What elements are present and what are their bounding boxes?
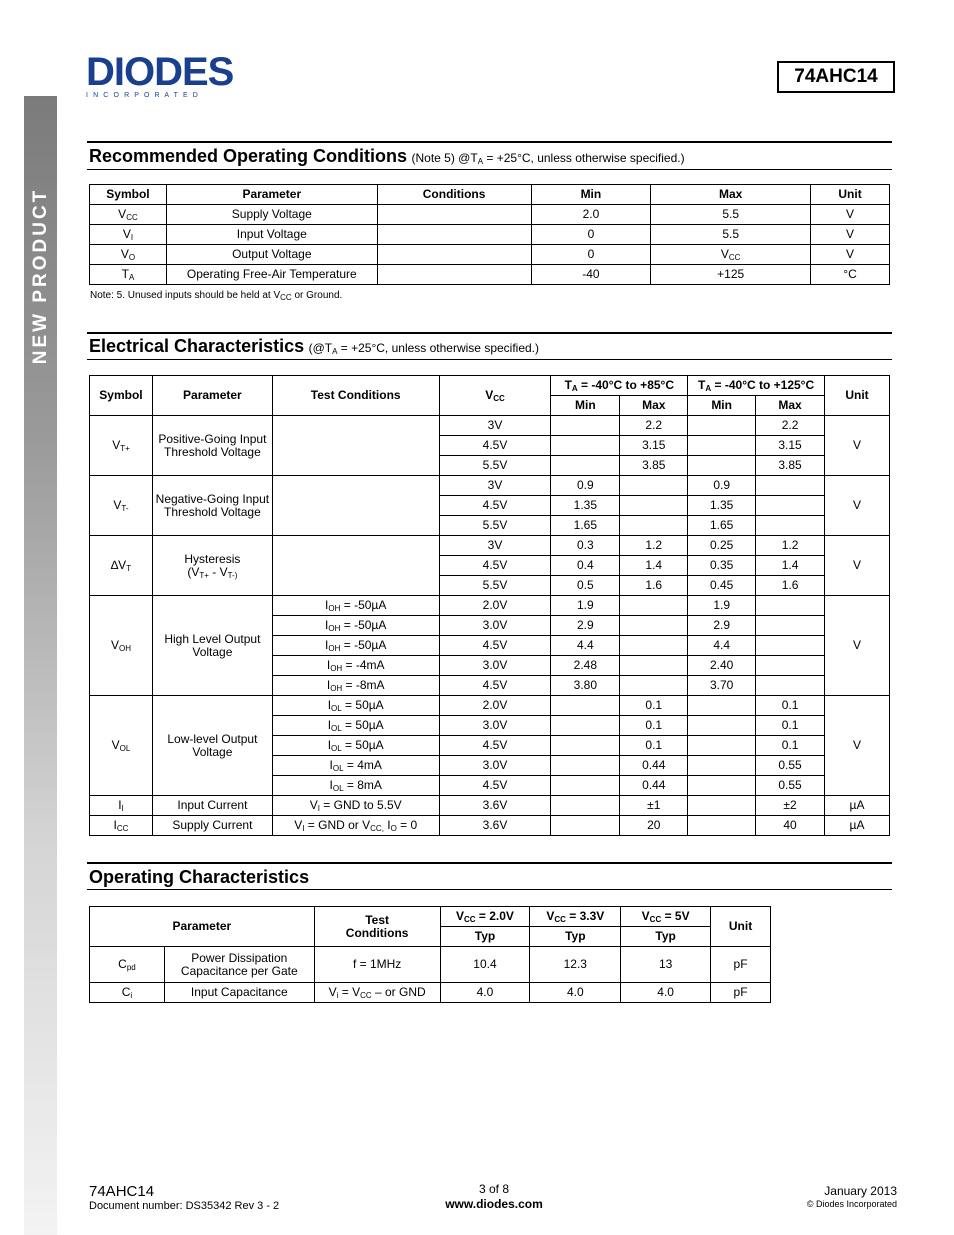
oc-symbol-cell: $C_{pd}$ — [90, 947, 165, 983]
ec-unit-cell: V — [825, 696, 890, 796]
ec-min1-cell: 1.9 — [551, 596, 620, 616]
ec-test-cell: $I_{OH} = -50\mu A$ — [272, 636, 439, 656]
ec-min2-cell: 4.4 — [688, 636, 756, 656]
ec-vcc-cell: 3V — [439, 416, 551, 436]
ec-section-title: Electrical Characteristics ($@T_A = +25^\circ C$, unless otherwise specified.) — [89, 336, 540, 356]
ec-min1-cell — [551, 776, 620, 796]
ec-max2-cell: 0.55 — [756, 756, 825, 776]
ec-min1-cell — [551, 696, 620, 716]
ec-parameter-cell: Input Current — [152, 796, 272, 816]
roc-min-cell: 0 — [531, 245, 651, 265]
ec-max2-cell: ±2 — [756, 796, 825, 816]
ec-parameter-cell: Low-level Output Voltage — [152, 696, 272, 796]
ec-symbol-cell: $V_{OH}$ — [90, 596, 153, 696]
oc-symbol-cell: $C_i$ — [90, 983, 165, 1003]
ec-h-symbol: Symbol — [90, 376, 153, 416]
oc-h-typ3: Typ — [621, 927, 711, 947]
ec-max1-cell: 20 — [620, 816, 688, 836]
roc-unit-cell: V — [811, 205, 890, 225]
oc-h-vcc3: $V_{CC} = 5V$ — [621, 907, 711, 927]
ec-vcc-cell: 4.5V — [439, 776, 551, 796]
logo-wordmark: DIODES — [86, 52, 234, 94]
ec-parameter-cell: Supply Current — [152, 816, 272, 836]
ec-min2-cell — [688, 736, 756, 756]
ec-min1-cell: 0.3 — [551, 536, 620, 556]
ec-max1-cell: 1.4 — [620, 556, 688, 576]
oc-v2-cell: 12.3 — [530, 947, 621, 983]
ec-row — [90, 536, 890, 556]
ec-min1-cell: 3.80 — [551, 676, 620, 696]
roc-row — [90, 245, 890, 265]
oc-parameter-cell: Power Dissipation Capacitance per Gate — [164, 947, 314, 983]
ec-test-cell: $V_I$ = GND to 5.5V — [272, 796, 439, 816]
roc-symbol-cell: $T_A$ — [90, 265, 167, 285]
ec-min1-cell: 0.9 — [551, 476, 620, 496]
roc-max-cell: 5.5 — [651, 225, 811, 245]
footer-url[interactable]: www.diodes.com — [445, 1197, 543, 1211]
ec-max2-cell: 1.2 — [756, 536, 825, 556]
ec-vcc-cell: 4.5V — [439, 676, 551, 696]
ec-row — [90, 476, 890, 496]
ec-max1-cell: 0.1 — [620, 736, 688, 756]
roc-symbol-cell: $V_{CC}$ — [90, 205, 167, 225]
roc-symbol-cell: $V_I$ — [90, 225, 167, 245]
ec-symbol-cell: $I_I$ — [90, 796, 153, 816]
logo-subtext: I N C O R P O R A T E D — [86, 92, 200, 98]
roc-min-cell: 0 — [531, 225, 651, 245]
roc-note: Note: 5. Unused inputs should be held at $V_{CC}$ or Ground. — [90, 290, 343, 302]
ec-test-cell: $V_I$ = GND or $V_{CC,}$ $I_O = 0$ — [272, 816, 439, 836]
ec-min1-cell — [551, 416, 620, 436]
ec-row — [90, 416, 890, 436]
roc-h-conditions: Conditions — [377, 185, 531, 205]
ec-max2-cell — [756, 616, 825, 636]
ec-max1-cell: 3.85 — [620, 456, 688, 476]
ec-min2-cell: 0.9 — [688, 476, 756, 496]
ec-parameter-cell: High Level Output Voltage — [152, 596, 272, 696]
ec-symbol-cell: $I_{CC}$ — [90, 816, 153, 836]
ec-h-vcc: $V_{CC}$ — [439, 376, 551, 416]
ec-vcc-cell: 3.0V — [439, 616, 551, 636]
roc-min-cell: 2.0 — [531, 205, 651, 225]
ec-max2-cell: 2.2 — [756, 416, 825, 436]
roc-h-max: Max — [651, 185, 811, 205]
ec-h-unit: Unit — [825, 376, 890, 416]
oc-v1-cell: 4.0 — [440, 983, 530, 1003]
roc-table — [89, 184, 890, 285]
ec-min2-cell — [688, 816, 756, 836]
ec-min2-cell — [688, 716, 756, 736]
ec-vcc-cell: 3.0V — [439, 656, 551, 676]
roc-parameter-cell: Output Voltage — [166, 245, 377, 265]
ec-vcc-cell: 5.5V — [439, 576, 551, 596]
ec-max2-cell — [756, 476, 825, 496]
roc-h-parameter: Parameter — [166, 185, 377, 205]
sidebar-label: NEW PRODUCT — [29, 187, 51, 365]
ec-max2-cell — [756, 676, 825, 696]
roc-top-rule — [87, 141, 892, 143]
oc-h-test: Test Conditions — [314, 907, 440, 947]
ec-row — [90, 596, 890, 616]
roc-max-cell: +125 — [651, 265, 811, 285]
ec-unit-cell: µA — [825, 796, 890, 816]
roc-row — [90, 225, 890, 245]
roc-symbol-cell: $V_O$ — [90, 245, 167, 265]
ec-min1-cell: 2.9 — [551, 616, 620, 636]
oc-v1-cell: 10.4 — [440, 947, 530, 983]
ec-unit-cell: V — [825, 596, 890, 696]
ec-min1-cell: 0.4 — [551, 556, 620, 576]
ec-min2-cell: 2.9 — [688, 616, 756, 636]
roc-unit-cell: V — [811, 245, 890, 265]
ec-max2-cell: 1.6 — [756, 576, 825, 596]
ec-vcc-cell: 3V — [439, 476, 551, 496]
oc-h-unit: Unit — [711, 907, 771, 947]
ec-max2-cell: 3.85 — [756, 456, 825, 476]
ec-vcc-cell: 2.0V — [439, 596, 551, 616]
ec-vcc-cell: 2.0V — [439, 696, 551, 716]
ec-max2-cell: 3.15 — [756, 436, 825, 456]
ec-unit-cell: V — [825, 416, 890, 476]
oc-section-title: Operating Characteristics — [89, 867, 310, 887]
ec-unit-cell: V — [825, 536, 890, 596]
ec-max2-cell: 1.4 — [756, 556, 825, 576]
oc-v3-cell: 13 — [621, 947, 711, 983]
ec-max1-cell — [620, 656, 688, 676]
oc-v2-cell: 4.0 — [530, 983, 621, 1003]
ec-min2-cell — [688, 776, 756, 796]
oc-bottom-rule — [87, 889, 892, 890]
oc-table — [89, 906, 771, 1003]
part-number: 74AHC14 — [794, 66, 878, 87]
ec-min2-cell: 2.40 — [688, 656, 756, 676]
ec-test-cell — [272, 416, 439, 476]
ec-vcc-cell: 4.5V — [439, 496, 551, 516]
roc-unit-cell: °C — [811, 265, 890, 285]
ec-min2-cell — [688, 756, 756, 776]
oc-h-parameter: Parameter — [90, 907, 315, 947]
roc-max-cell: $V_{CC}$ — [651, 245, 811, 265]
ec-h-test: Test Conditions — [272, 376, 439, 416]
ec-test-cell: $I_{OH} = -50\mu A$ — [272, 596, 439, 616]
ec-top-rule — [87, 332, 892, 334]
ec-min2-cell: 1.9 — [688, 596, 756, 616]
ec-min1-cell: 4.4 — [551, 636, 620, 656]
ec-max1-cell: 0.44 — [620, 776, 688, 796]
ec-h-max1: Max — [620, 396, 688, 416]
ec-max2-cell — [756, 596, 825, 616]
ec-max1-cell: ±1 — [620, 796, 688, 816]
oc-v3-cell: 4.0 — [621, 983, 711, 1003]
ec-test-cell: $I_{OL} = 8mA$ — [272, 776, 439, 796]
ec-vcc-cell: 5.5V — [439, 456, 551, 476]
roc-unit-cell: V — [811, 225, 890, 245]
ec-row — [90, 816, 890, 836]
part-number-box — [777, 61, 895, 93]
oc-top-rule — [87, 862, 892, 864]
footer-date: January 2013 — [824, 1184, 897, 1198]
ec-max2-cell: 0.1 — [756, 696, 825, 716]
ec-row — [90, 696, 890, 716]
oc-h-vcc2: $V_{CC} = 3.3V$ — [530, 907, 621, 927]
roc-conditions-cell — [377, 265, 531, 285]
oc-unit-cell: pF — [711, 947, 771, 983]
ec-vcc-cell: 3.6V — [439, 816, 551, 836]
ec-min2-cell — [688, 416, 756, 436]
ec-min2-cell: 0.25 — [688, 536, 756, 556]
ec-h-range2: $T_A = -40^\circ C$ to +125°C — [688, 376, 825, 396]
ec-max2-cell: 40 — [756, 816, 825, 836]
ec-test-cell: $I_{OL} = 4mA$ — [272, 756, 439, 776]
ec-min1-cell — [551, 796, 620, 816]
ec-min2-cell: 1.35 — [688, 496, 756, 516]
roc-parameter-cell: Input Voltage — [166, 225, 377, 245]
ec-min2-cell — [688, 436, 756, 456]
footer-page: 3 of 8 — [478, 1182, 510, 1196]
roc-h-unit: Unit — [811, 185, 890, 205]
oc-row — [90, 983, 771, 1003]
ec-min2-cell: 3.70 — [688, 676, 756, 696]
ec-h-max2: Max — [756, 396, 825, 416]
ec-max2-cell: 0.55 — [756, 776, 825, 796]
ec-max2-cell: 0.1 — [756, 716, 825, 736]
ec-max1-cell — [620, 616, 688, 636]
ec-max1-cell — [620, 496, 688, 516]
ec-test-cell — [272, 476, 439, 536]
ec-max1-cell — [620, 516, 688, 536]
ec-min1-cell: 2.48 — [551, 656, 620, 676]
oc-h-vcc1: $V_{CC} = 2.0V$ — [440, 907, 530, 927]
ec-vcc-cell: 3V — [439, 536, 551, 556]
ec-vcc-cell: 3.0V — [439, 756, 551, 776]
roc-parameter-cell: Supply Voltage — [166, 205, 377, 225]
ec-max1-cell — [620, 676, 688, 696]
ec-row — [90, 796, 890, 816]
oc-row — [90, 947, 771, 983]
oc-test-cell: $V_i = V_{CC}$ – or GND — [314, 983, 440, 1003]
ec-vcc-cell: 3.0V — [439, 716, 551, 736]
roc-row — [90, 205, 890, 225]
ec-min2-cell — [688, 696, 756, 716]
ec-h-range1: $T_A = -40^\circ C$ to +85°C — [551, 376, 688, 396]
ec-max1-cell: 1.6 — [620, 576, 688, 596]
ec-max2-cell — [756, 496, 825, 516]
ec-test-cell: $I_{OH} = -8mA$ — [272, 676, 439, 696]
ec-max2-cell — [756, 636, 825, 656]
ec-min1-cell — [551, 456, 620, 476]
ec-vcc-cell: 4.5V — [439, 436, 551, 456]
ec-min1-cell — [551, 736, 620, 756]
oc-unit-cell: pF — [711, 983, 771, 1003]
ec-max1-cell — [620, 596, 688, 616]
oc-parameter-cell: Input Capacitance — [164, 983, 314, 1003]
ec-max2-cell — [756, 656, 825, 676]
ec-symbol-cell: $V_{OL}$ — [90, 696, 153, 796]
roc-bottom-rule — [87, 169, 892, 170]
ec-vcc-cell: 5.5V — [439, 516, 551, 536]
ec-min2-cell: 1.65 — [688, 516, 756, 536]
ec-min2-cell: 0.35 — [688, 556, 756, 576]
ec-parameter-cell: Positive-Going Input Threshold Voltage — [152, 416, 272, 476]
ec-min2-cell — [688, 796, 756, 816]
ec-symbol-cell: $V_{T-}$ — [90, 476, 153, 536]
ec-symbol-cell: $\Delta V_T$ — [90, 536, 153, 596]
ec-max2-cell — [756, 516, 825, 536]
ec-max1-cell: 3.15 — [620, 436, 688, 456]
oc-test-cell: f = 1MHz — [314, 947, 440, 983]
ec-vcc-cell: 4.5V — [439, 736, 551, 756]
ec-min1-cell — [551, 816, 620, 836]
roc-header-row — [90, 185, 890, 205]
roc-h-symbol: Symbol — [90, 185, 167, 205]
roc-section-title: Recommended Operating Conditions (Note 5) $@T_A = +25^\circ C$, unless otherwise specified.) — [89, 146, 685, 166]
ec-min1-cell: 1.65 — [551, 516, 620, 536]
ec-parameter-cell: Hysteresis ($V_{T+} - V_{T-)}$ — [152, 536, 272, 596]
ec-unit-cell: V — [825, 476, 890, 536]
ec-bottom-rule — [87, 359, 892, 360]
ec-table — [89, 375, 890, 836]
ec-symbol-cell: $V_{T+}$ — [90, 416, 153, 476]
footer-copyright: © Diodes Incorporated — [806, 1199, 897, 1209]
ec-test-cell — [272, 536, 439, 596]
ec-max1-cell: 1.2 — [620, 536, 688, 556]
ec-min2-cell — [688, 456, 756, 476]
ec-test-cell: $I_{OL} = 50\mu A$ — [272, 696, 439, 716]
footer-part-number: 74AHC14 — [89, 1183, 155, 1200]
oc-h-typ1: Typ — [440, 927, 530, 947]
ec-test-cell: $I_{OH} = -4mA$ — [272, 656, 439, 676]
ec-vcc-cell: 4.5V — [439, 636, 551, 656]
ec-test-cell: $I_{OH} = -50\mu A$ — [272, 616, 439, 636]
oc-header-row-1 — [90, 907, 771, 927]
ec-max2-cell: 0.1 — [756, 736, 825, 756]
ec-h-min1: Min — [551, 396, 620, 416]
roc-h-min: Min — [531, 185, 651, 205]
ec-min1-cell — [551, 716, 620, 736]
ec-max1-cell — [620, 636, 688, 656]
ec-min1-cell: 1.35 — [551, 496, 620, 516]
roc-conditions-cell — [377, 225, 531, 245]
ec-max1-cell: 0.1 — [620, 716, 688, 736]
ec-max1-cell: 0.44 — [620, 756, 688, 776]
diodes-logo — [86, 52, 258, 98]
ec-parameter-cell: Negative-Going Input Threshold Voltage — [152, 476, 272, 536]
logo-svg — [86, 52, 258, 98]
ec-min1-cell — [551, 436, 620, 456]
ec-h-parameter: Parameter — [152, 376, 272, 416]
ec-max1-cell — [620, 476, 688, 496]
ec-min1-cell: 0.5 — [551, 576, 620, 596]
ec-test-cell: $I_{OL} = 50\mu A$ — [272, 736, 439, 756]
ec-unit-cell: µA — [825, 816, 890, 836]
roc-min-cell: -40 — [531, 265, 651, 285]
roc-conditions-cell — [377, 245, 531, 265]
ec-h-min2: Min — [688, 396, 756, 416]
ec-vcc-cell: 3.6V — [439, 796, 551, 816]
roc-row — [90, 265, 890, 285]
ec-header-row-1 — [90, 376, 890, 396]
ec-vcc-cell: 4.5V — [439, 556, 551, 576]
roc-conditions-cell — [377, 205, 531, 225]
oc-h-typ2: Typ — [530, 927, 621, 947]
footer-doc-number: Document number: DS35342 Rev 3 - 2 — [89, 1200, 280, 1212]
ec-min1-cell — [551, 756, 620, 776]
ec-max1-cell: 0.1 — [620, 696, 688, 716]
roc-max-cell: 5.5 — [651, 205, 811, 225]
ec-min2-cell: 0.45 — [688, 576, 756, 596]
roc-parameter-cell: Operating Free-Air Temperature — [166, 265, 377, 285]
ec-test-cell: $I_{OL} = 50\mu A$ — [272, 716, 439, 736]
ec-max1-cell: 2.2 — [620, 416, 688, 436]
